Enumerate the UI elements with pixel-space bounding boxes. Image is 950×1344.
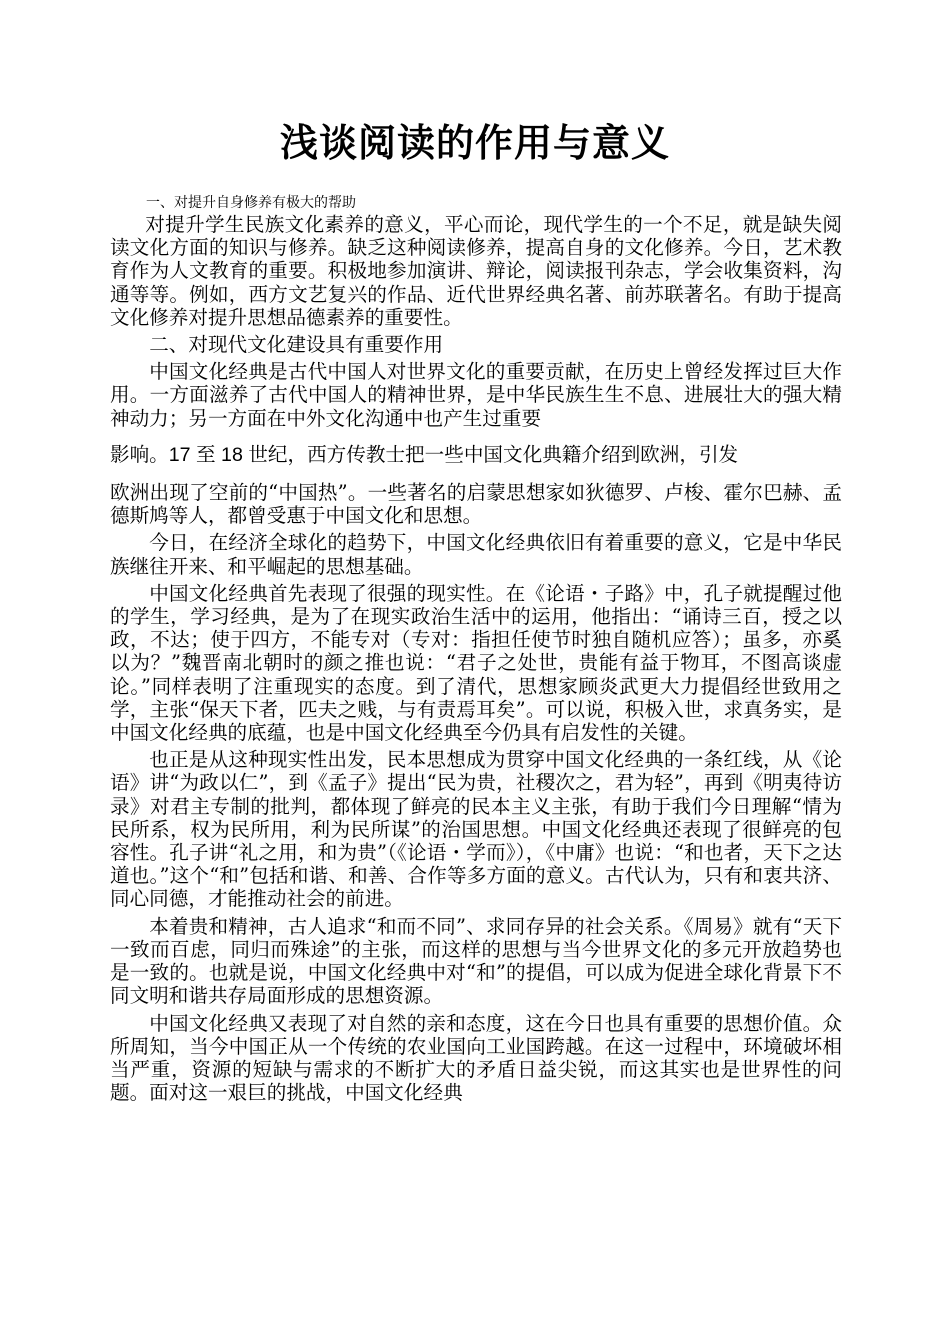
document-body (110, 213, 842, 1104)
paragraph: 对提升学生民族文化素养的意义，平心而论，现代学生的一个不足，就是缺失阅读文化方面的知识与修养。缺乏这种阅读修养，提高自身的文化修养。今日，艺术教育作为人文教育的重要。积极地参加演讲、辩论，阅读报刊杂志，学会收集资料，沟通等等。例如，西方文艺复兴的作品、近代世界经典名著、前苏联著名。有助于提高文化修养对提升思想品德素养的重要性。 (110, 213, 842, 329)
paragraph: 中国文化经典首先表现了很强的现实性。在《论语・子路》中，孔子就提醒过他的学生，学习经典，是为了在现实政治生活中的运用，他指出：“诵诗三百，授之以政，不达；使于四方，不能专对（专对：指担任使节时独自随机应答）；虽多，亦奚以为？”魏晋南北朝时的颜之推也说：“君子之处世，贵能有益于物耳，不图高谈虚论。”同样表明了注重现实的态度。到了清代，思想家顾炎武更大力提倡经世致用之学，主张“保天下者，匹夫之贱，与有责焉耳矣”。可以说，积极入世，求真务实，是中国文化经典的底蕴，也是中国文化经典至今仍具有启发性的关键。 (110, 581, 842, 745)
paragraph: 中国文化经典又表现了对自然的亲和态度，这在今日也具有重要的思想价值。众所周知，当今中国正从一个传统的农业国向工业国跨越。在这一过程中，环境破坏相当严重，资源的短缺与需求的不断扩大的矛盾日益尖锐，而这其实也是世界性的问题。面对这一艰巨的挑战，中国文化经典 (110, 1011, 842, 1105)
paragraph: 今日，在经济全球化的趋势下，中国文化经典依旧有着重要的意义，它是中华民族继往开来、和平崛起的思想基础。 (110, 531, 842, 578)
paragraph: 中国文化经典是古代中国人对世界文化的重要贡献，在历史上曾经发挥过巨大作用。一方面滋养了古代中国人的精神世界，是中华民族生生不息、进展壮大的强大精神动力；另一方面在中外文化沟通中也产生过重要 (110, 360, 842, 430)
paragraph: 也正是从这种现实性出发，民本思想成为贯穿中国文化经典的一条红线，从《论语》讲“为政以仁”，到《孟子》提出“民为贵，社稷次之，君为轻”，再到《明夷待访录》对君主专制的批判，都体现了鲜亮的民本主义主张，有助于我们今日理解“情为民所系，权为民所用，利为民所谋”的治国思想。中国文化经典还表现了很鲜亮的包容性。孔子讲“礼之用，和为贵”（《论语・学而》），《中庸》也说：“和也者，天下之达道也。”这个“和”包括和谐、和善、合作等多方面的意义。古代认为，只有和衷共济、同心同德，才能推动社会的前进。 (110, 748, 842, 911)
document-title: 浅谈阅读的作用与意义 (279, 121, 670, 165)
paragraph: 影响。17 至 18 世纪，西方传教士把一些中国文化典籍介绍到欧洲，引发 (110, 443, 739, 466)
paragraph: 欧洲出现了空前的“中国热”。一些著名的启蒙思想家如狄德罗、卢梭、霍尔巴赫、孟德斯鸠等人，都曾受惠于中国文化和思想。 (110, 481, 842, 528)
section-heading-2: 二、对现代文化建设具有重要作用 (149, 333, 444, 357)
section-heading-1: 一、对提升自身修养有极大的帮助 (146, 195, 356, 211)
paragraph: 本着贵和精神，古人追求“和而不同”、求同存异的社会关系。《周易》就有“天下一致而百虑，同归而殊途”的主张，而这样的思想与当今世界文化的多元开放趋势也是一致的。也就是说，中国文化经典中对“和”的提倡，可以成为促进全球化背景下不同文明和谐共存局面形成的思想资源。 (110, 914, 842, 1008)
